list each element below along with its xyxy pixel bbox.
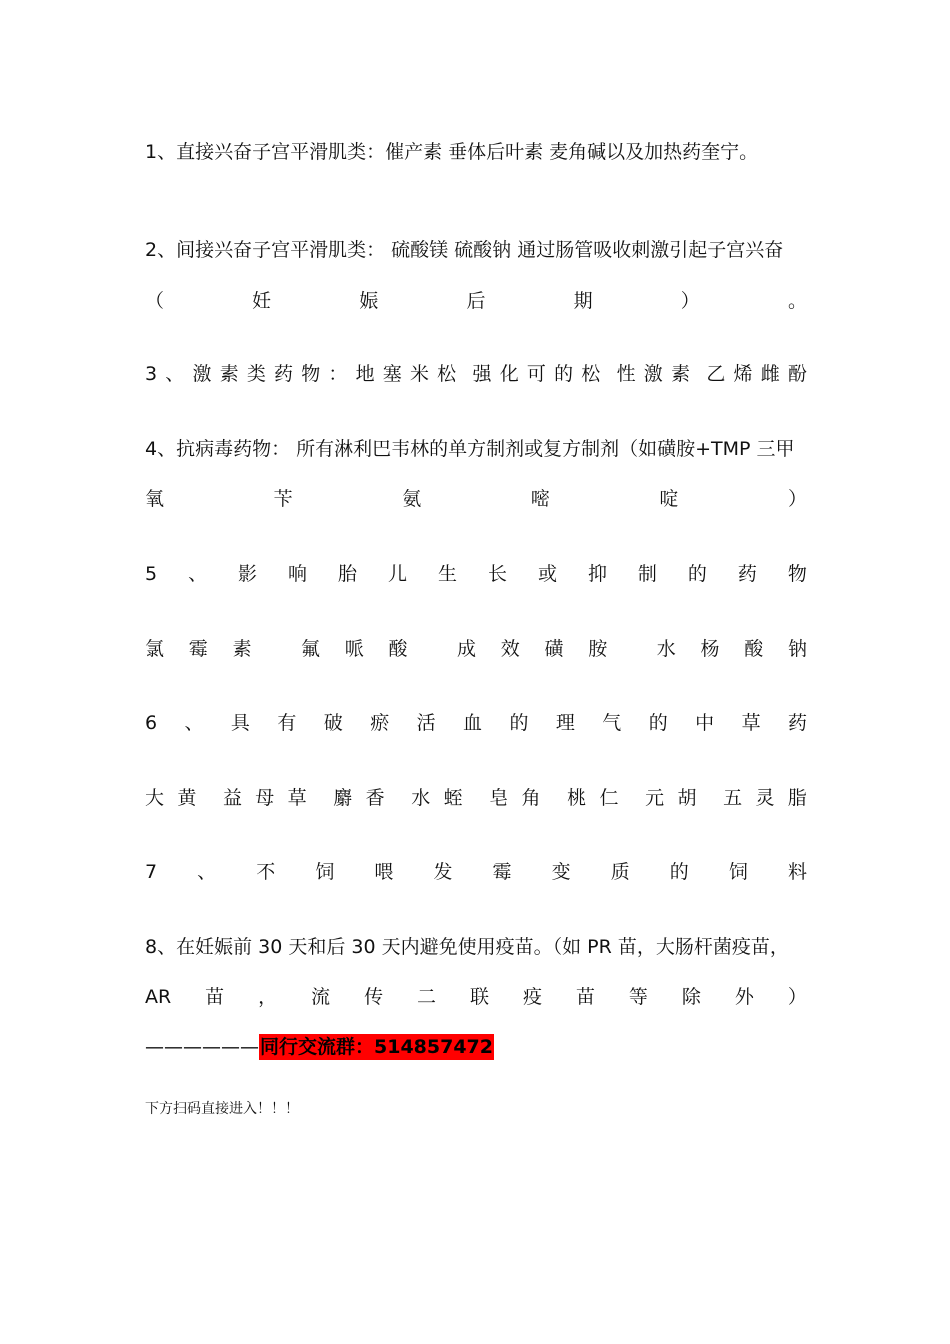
text-token: 不	[256, 861, 276, 883]
text-token: 可	[526, 363, 546, 385]
text-token: 成	[456, 638, 476, 660]
text-token: 除	[681, 986, 701, 1008]
item-7-line	[145, 859, 807, 885]
text-token: 素	[219, 363, 239, 385]
text-token: 疫	[522, 986, 542, 1008]
text-token: 仁	[599, 787, 619, 809]
text-token: 物	[301, 363, 321, 385]
text-token: 妊	[252, 290, 272, 312]
item-4-line-cont	[145, 486, 807, 512]
text-token: 的	[509, 712, 529, 734]
text-token: 钠	[787, 638, 807, 660]
text-token: 松	[437, 363, 457, 385]
text-token: 的	[554, 363, 574, 385]
text-token: 松	[581, 363, 601, 385]
text-token: 效	[500, 638, 520, 660]
text-token: 嘧	[530, 488, 550, 510]
text-token: （	[145, 290, 165, 312]
text-token: ，	[258, 986, 278, 1008]
text-token: 期	[573, 290, 593, 312]
text-token: 母	[255, 787, 275, 809]
text-token: 地	[355, 363, 375, 385]
item-3-line	[145, 361, 807, 387]
text-token: 胡	[677, 787, 697, 809]
text-token: 、	[188, 563, 208, 585]
text-token: 氨	[402, 488, 422, 510]
item-8-line: 8、在妊娠前 30 天和后 30 天内避免使用疫苗。（如 PR 苗，大肠杆菌疫苗，	[145, 936, 789, 958]
item-5-line	[145, 561, 807, 587]
text-token: 瘀	[370, 712, 390, 734]
text-token: 气	[602, 712, 622, 734]
text-token: 霉	[492, 861, 512, 883]
text-token: 生	[437, 563, 457, 585]
text-token: 烯	[733, 363, 753, 385]
text-token: 长	[487, 563, 507, 585]
text-token: 强	[472, 363, 492, 385]
text-token: 胺	[588, 638, 608, 660]
text-token: 饲	[315, 861, 335, 883]
separator-dashes: ——————	[145, 1036, 259, 1058]
text-token: 、	[184, 712, 204, 734]
text-token: 活	[416, 712, 436, 734]
text-token: 制	[637, 563, 657, 585]
text-token: 氧	[145, 488, 165, 510]
item-6-herbs-line	[145, 785, 807, 811]
text-token: ）	[787, 488, 807, 510]
text-token: 脂	[787, 787, 807, 809]
text-token: 质	[610, 861, 630, 883]
text-token: 中	[695, 712, 715, 734]
text-token: 、	[165, 363, 185, 385]
text-token: 有	[277, 712, 297, 734]
text-token: 的	[648, 712, 668, 734]
text-token: 蛭	[443, 787, 463, 809]
text-token: 外	[734, 986, 754, 1008]
item-1-line: 1、直接兴奋子宫平滑肌类：催产素 垂体后叶素 麦角碱以及加热药奎宁。	[145, 141, 759, 163]
text-token: 。	[787, 290, 807, 312]
text-token: 激	[643, 363, 663, 385]
text-token: 苄	[273, 488, 293, 510]
text-token: 激	[192, 363, 212, 385]
text-token: 具	[230, 712, 250, 734]
text-token: 杨	[700, 638, 720, 660]
text-token: 氟	[300, 638, 320, 660]
text-token: 性	[616, 363, 636, 385]
text-token: 素	[232, 638, 252, 660]
text-token: 香	[365, 787, 385, 809]
text-token: 胎	[338, 563, 358, 585]
text-token: 二	[417, 986, 437, 1008]
text-token: 响	[288, 563, 308, 585]
text-token: 塞	[382, 363, 402, 385]
group-contact-line	[145, 1034, 494, 1060]
text-token: 理	[555, 712, 575, 734]
item-4-line: 4、抗病毒药物： 所有淋利巴韦林的单方制剂或复方制剂（如磺胺+TMP 三甲	[145, 438, 795, 460]
text-token: 大	[145, 787, 165, 809]
text-token: 7	[145, 861, 158, 883]
text-token: 娠	[359, 290, 379, 312]
text-token: 或	[537, 563, 557, 585]
text-token: 草	[741, 712, 761, 734]
text-token: 素	[670, 363, 690, 385]
text-token: ）	[787, 986, 807, 1008]
text-token: 苗	[205, 986, 225, 1008]
text-token: 破	[323, 712, 343, 734]
text-token: 磺	[544, 638, 564, 660]
text-token: 发	[433, 861, 453, 883]
text-token: 、	[197, 861, 217, 883]
text-token: 酚	[787, 363, 807, 385]
text-token: 乙	[706, 363, 726, 385]
text-token: 5	[145, 563, 158, 585]
text-token: 五	[723, 787, 743, 809]
text-token: 变	[551, 861, 571, 883]
text-token: 米	[409, 363, 429, 385]
text-token: 化	[499, 363, 519, 385]
item-2-line: 2、间接兴奋子宫平滑肌类： 硫酸镁 硫酸钠 通过肠管吸收刺激引起子宫兴奋	[145, 239, 784, 261]
item-2-line-cont	[145, 288, 807, 314]
text-token: ）	[680, 290, 700, 312]
item-8-line-cont	[145, 984, 807, 1010]
text-token: 啶	[659, 488, 679, 510]
text-token: 影	[238, 563, 258, 585]
text-token: 水	[656, 638, 676, 660]
item-5-drugs-line	[145, 636, 807, 662]
text-token: 的	[687, 563, 707, 585]
text-token: 苗	[575, 986, 595, 1008]
text-token: 药	[274, 363, 294, 385]
text-token: 药	[787, 712, 807, 734]
text-token: 氯	[145, 638, 165, 660]
text-token: 皂	[489, 787, 509, 809]
text-token: 酸	[388, 638, 408, 660]
text-token: 后	[466, 290, 486, 312]
text-token: 药	[737, 563, 757, 585]
text-token: 儿	[388, 563, 408, 585]
item-6-line	[145, 710, 807, 736]
text-token: 哌	[344, 638, 364, 660]
text-token: ：	[328, 363, 348, 385]
text-token: 的	[669, 861, 689, 883]
text-token: 角	[521, 787, 541, 809]
text-token: 元	[645, 787, 665, 809]
text-token: 麝	[333, 787, 353, 809]
text-token: 3	[145, 363, 158, 385]
text-token: 抑	[587, 563, 607, 585]
text-token: 流	[311, 986, 331, 1008]
text-token: 类	[246, 363, 266, 385]
text-token: 桃	[567, 787, 587, 809]
text-token: 雌	[760, 363, 780, 385]
text-token: 血	[463, 712, 483, 734]
text-token: 等	[628, 986, 648, 1008]
scan-instruction: 下方扫码直接进入！！！	[145, 1101, 299, 1117]
text-token: 喂	[374, 861, 394, 883]
text-token: 料	[787, 861, 807, 883]
text-token: 水	[411, 787, 431, 809]
text-token: 联	[470, 986, 490, 1008]
text-token: 酸	[744, 638, 764, 660]
text-token: 益	[222, 787, 242, 809]
text-token: 黄	[177, 787, 197, 809]
text-token: 霉	[188, 638, 208, 660]
text-token: 灵	[755, 787, 775, 809]
text-token: AR	[145, 986, 172, 1008]
text-token: 传	[364, 986, 384, 1008]
text-token: 6	[145, 712, 158, 734]
text-token: 物	[787, 563, 807, 585]
text-token: 草	[287, 787, 307, 809]
text-token: 饲	[728, 861, 748, 883]
group-number-highlight: 同行交流群：514857472	[260, 1036, 493, 1058]
